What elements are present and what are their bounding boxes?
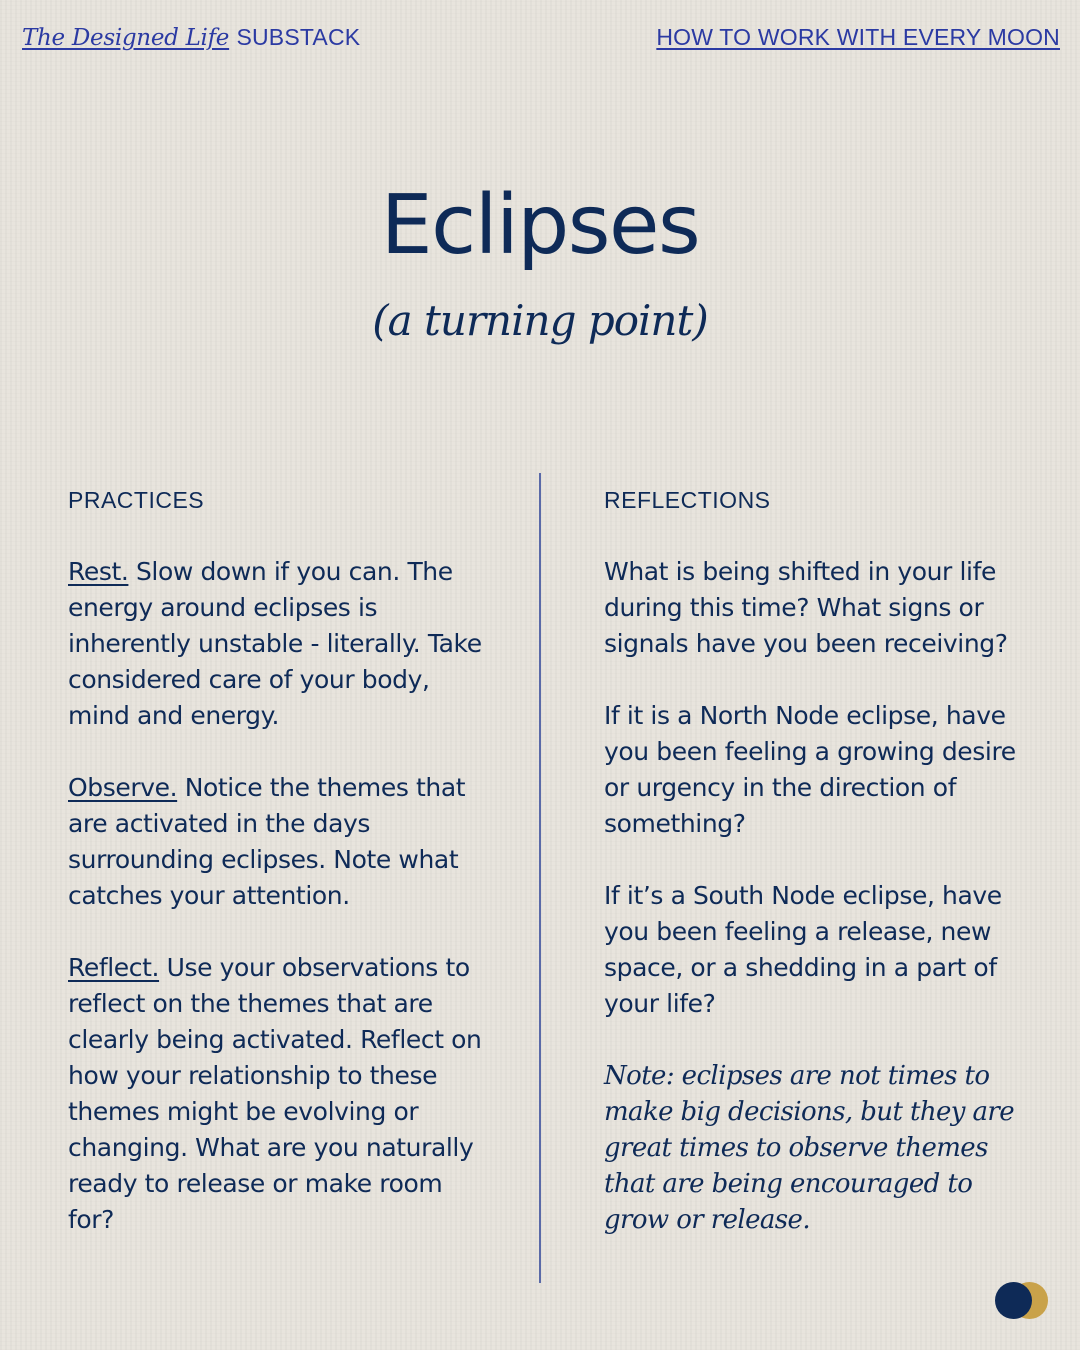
practices-column bbox=[68, 484, 488, 1274]
eclipse-note: Note: eclipses are not times to make big decisions, but they are great times to observe themes that are being encouraged to grow or release. bbox=[604, 1061, 1015, 1235]
eclipse-moon-icon bbox=[995, 1282, 1049, 1320]
page-title: Eclipses bbox=[380, 178, 700, 273]
practice-rest bbox=[68, 554, 488, 734]
brand-header[interactable] bbox=[22, 24, 360, 51]
practice-text: Use your observations to reflect on the themes that are clearly being activated. Reflect on how your relationship to these themes might be evolving or changing. What are you naturally ready to release or make room for? bbox=[68, 953, 482, 1234]
brand-name[interactable]: The Designed Life bbox=[22, 25, 230, 51]
practice-lead: Rest. bbox=[68, 557, 129, 586]
reflection-item: If it’s a South Node eclipse, have you been feeling a release, new space, or a shedding in a part of your life? bbox=[604, 881, 1002, 1018]
brand-suffix: SUBSTACK bbox=[236, 24, 361, 50]
reflection-item: If it is a North Node eclipse, have you been feeling a growing desire or urgency in the direction of something? bbox=[604, 701, 1016, 838]
practice-lead: Reflect. bbox=[68, 953, 160, 982]
series-link[interactable]: HOW TO WORK WITH EVERY MOON bbox=[656, 24, 1060, 50]
reflection-item: What is being shifted in your life during this time? What signs or signals have you been receiving? bbox=[604, 557, 1008, 658]
practice-text: Notice the themes that are activated in the days surrounding eclipses. Note what catches your attention. bbox=[68, 773, 466, 910]
practices-heading: PRACTICES bbox=[68, 487, 205, 513]
navy-moon-disc bbox=[995, 1282, 1032, 1319]
reflections-column bbox=[604, 484, 1024, 1238]
practice-lead: Observe. bbox=[68, 773, 178, 802]
reflections-heading: REFLECTIONS bbox=[604, 487, 771, 513]
practice-observe bbox=[68, 770, 488, 914]
page-subtitle: (a turning point) bbox=[372, 296, 708, 345]
practice-reflect bbox=[68, 950, 488, 1238]
column-divider bbox=[539, 473, 541, 1283]
practice-text: Slow down if you can. The energy around eclipses is inherently unstable - literally. Take considered care of your body, mind and energy. bbox=[68, 557, 482, 730]
